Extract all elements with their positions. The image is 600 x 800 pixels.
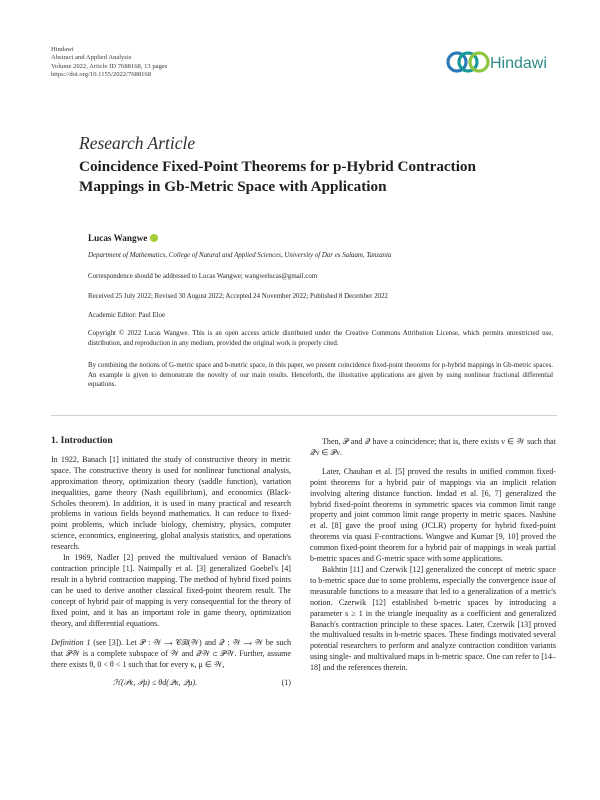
section-divider xyxy=(51,415,557,416)
paragraph: Later, Chauhan et al. [5] proved the results in unified common fixed-point theorems for a hybrid pair of mappings via an implicit relation involving altering distance function. Imdad et al. [6, 7] generalized the hybrid fixed-point theorems in symmetric spaces via common limit range property and joint common limit range property in metric spaces. Nashine et al. [8] gave the proof using (JCLR) property for hybrid fixed-point theorems via quasi F-contractions. Wangwe and Kumar [9, 10] proved the common fixed-point theorem for a hybrid pair of mappings in weak partial b-metric spaces and G-metric space with some applications. xyxy=(310,466,556,564)
definition-ref: (see [3]). xyxy=(93,638,124,648)
definition-text: Let 𝒫 : 𝒲 ⟶ 𝒞ℬ(𝒲) and 𝒬 : 𝒲 ⟶ 𝒲 be such that 𝒫𝒲 is a complete subspace of 𝒲 and 𝒬𝒲 ⊂ 𝒫𝒲. Further, assume there exists θ, 0 < θ < 1 such that for every κ, μ ∈ 𝒲, xyxy=(51,638,291,670)
logo-wordmark: Hindawi xyxy=(490,55,547,72)
left-column xyxy=(51,436,291,690)
affiliation: Department of Mathematics, College of Natural and Applied Sciences, University of Dar es Salaam, Tanzania xyxy=(88,252,392,259)
correspondence: Correspondence should be addressed to Lucas Wangwe; wangwelucas@gmail.com xyxy=(88,273,318,280)
definition-label: Definition 1 xyxy=(51,638,91,648)
volume-line: Volume 2022, Article ID 7688168, 13 pages xyxy=(51,62,168,70)
definition xyxy=(51,638,291,671)
paragraph: Then, 𝒫 and 𝒬 have a coincidence; that is, there exists ν ∈ 𝒲 such that 𝒬ν ∈ 𝒫ν. xyxy=(310,437,556,457)
paragraph: Bakhtin [11] and Czerwik [12] generalized the concept of metric space to b-metric space due to some problems, especially the convergence issue of measurable functions to a measure that led to a generalization of a metric's notion. Czerwik [12] established b-metric spaces by introducing a parameter s ≥ 1 in the triangle inequality as a coefficient and generalized Banach's contraction principle to these spaces. Later, Czerwik [13] proved the multivalued results in b-metric spaces. These findings motivated several potential researchers to perform and analyze contraction condition variants using single- and multivalued maps in b-metric space. One can refer to [14–18] and the references therein. xyxy=(310,564,556,673)
publisher-name: Hindawi xyxy=(51,46,74,53)
hindawi-logo-mark xyxy=(446,46,558,78)
journal-header xyxy=(51,46,167,79)
title-line-1: Coincidence Fixed-Point Theorems for p-Hybrid Contraction xyxy=(79,158,476,175)
hindawi-logo xyxy=(446,46,558,78)
right-column xyxy=(310,437,556,674)
copyright-notice: Copyright © 2022 Lucas Wangwe. This is an open access article distributed under the Creative Commons Attribution License, which permits unrestricted use, distribution, and reproduction in any medium, provided the original work is properly cited. xyxy=(88,330,553,347)
equation: ℋ(𝒫κ, 𝒫μ) ≤ θd(𝒬κ, 𝒬μ). xyxy=(113,678,198,688)
journal-name: Abstract and Applied Analysis xyxy=(51,54,132,62)
academic-editor: Academic Editor: Paul Eloe xyxy=(88,312,166,319)
section-heading: 1. Introduction xyxy=(51,435,113,446)
author-line xyxy=(88,233,158,243)
equation-row xyxy=(51,676,291,690)
paragraph: In 1969, Nadler [2] proved the multivalued version of Banach's contraction principle [1]. Naimpally et al. [3] generalized Goebel's [4] result in a hybrid contraction mapping. The method of hybrid fixed points can be used to derive another classical fixed-point theorem result. The concept of hybrid pair of mapping is very consequential for the theory of fixed point, and it has an important role in game theory, optimization theory, and differential equations. xyxy=(51,553,291,628)
title-line-2: Mappings in Gb-Metric Space with Application xyxy=(79,178,387,195)
abstract: By combining the notions of G-metric space and b-metric space, in this paper, we present coincidence fixed-point theorems for p-hybrid mappings in Gb-metric spaces. An example is given to demonstrate the novelty of our main results. Henceforth, the illustrative applications are given by using nonlinear fractional differential equations. xyxy=(88,362,553,389)
article-title xyxy=(79,157,539,197)
author-name[interactable]: Lucas Wangwe xyxy=(88,233,148,243)
equation-number: (1) xyxy=(281,678,291,688)
orcid-icon[interactable] xyxy=(150,234,158,242)
history-dates: Received 25 July 2022; Revised 30 August 2022; Accepted 24 November 2022; Published 8 December 2022 xyxy=(88,293,388,300)
paragraph: In 1922, Banach [1] initiated the study of constructive theory in metric space. The constructive theory is used for nonlinear functional analysis, approximation theory, optimization theory (saddle function), variation inequalities, game theory (Nash equilibrium), and economics (Black-Scholes theorem). In addition, it is used in many practical and research problems in various fields beyond mathematics. It can reduce to fixed-point problems, which include biology, chemistry, physics, computer science, economics, engineering, global analysis statistics, and operations research. xyxy=(51,454,291,552)
doi-link[interactable]: https://doi.org/10.1155/2022/7688168 xyxy=(51,70,152,78)
article-type: Research Article xyxy=(79,133,196,153)
